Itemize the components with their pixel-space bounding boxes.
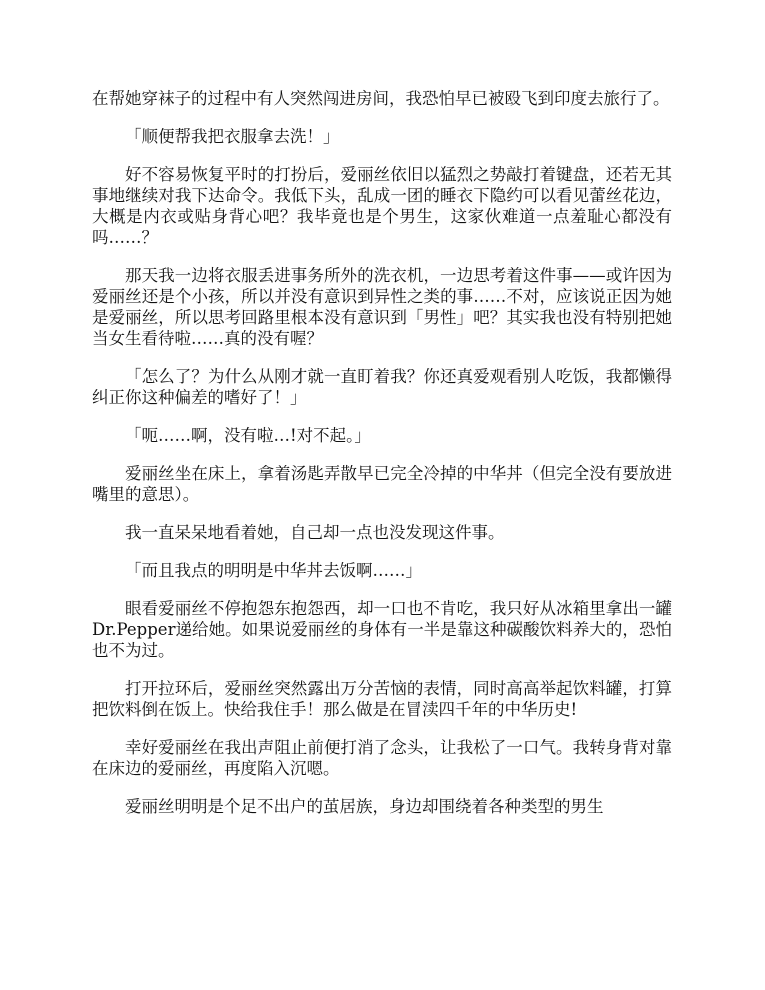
paragraph: 打开拉环后，爱丽丝突然露出万分苦恼的表情，同时高高举起饮料罐，打算把饮料倒在饭上。快给我住手！那么做是在冒渎四千年的中华历史! — [92, 679, 672, 719]
paragraph: 幸好爱丽丝在我出声阻止前便打消了念头，让我松了一口气。我转身背对靠在床边的爱丽丝，再度陷入沉嗯。 — [92, 738, 672, 778]
paragraph: 好不容易恢复平时的打扮后，爱丽丝依旧以猛烈之势敲打着键盘，还若无其事地继续对我下达命令。我低下头，乱成一团的睡衣下隐约可以看见蕾丝花边，大概是内衣或贴身背心吧？我毕竟也是个男生，这家伙难道一点羞耻心都没有吗……？ — [92, 165, 672, 247]
paragraph: 在帮她穿袜子的过程中有人突然闯进房间，我恐怕早已被殴飞到印度去旅行了。 — [92, 89, 670, 108]
paragraph: 「呃……啊，没有啦…!对不起。」 — [125, 426, 371, 445]
paragraph: 「而且我点的明明是中华丼去饭啊……」 — [125, 561, 422, 580]
paragraph: 我一直呆呆地看着她，自己却一点也没发现这件事。 — [125, 523, 505, 542]
paragraph: 「怎么了？为什么从刚才就一直盯着我？你还真爱观看别人吃饭，我都懒得纠正你这种偏差的嗜好了！」 — [92, 367, 672, 407]
paragraph: 「顺便帮我把衣服拿去洗！」 — [125, 127, 340, 146]
paragraph: 爱丽丝明明是个足不出户的茧居族，身边却围绕着各种类型的男生 — [125, 797, 604, 816]
paragraph: 爱丽丝坐在床上，拿着汤匙弄散早已完全冷掉的中华丼（但完全没有要放进嘴里的意思）。 — [92, 464, 672, 504]
body-text — [92, 88, 672, 834]
paragraph: 那天我一边将衣服丢进事务所外的洗衣机，一边思考着这件事——或许因为爱丽丝还是个小孩，所以并没有意识到异性之类的事……不对，应该说正因为她是爱丽丝，所以思考回路里根本没有意识到「男性」吧？其实我也没有特别把她当女生看待啦……真的没有喔？ — [92, 266, 672, 348]
paragraph: 眼看爱丽丝不停抱怨东抱怨西，却一口也不肯吃，我只好从冰箱里拿出一罐Dr.Pepper递给她。如果说爱丽丝的身体有一半是靠这种碳酸饮料养大的，恐怕也不为过。 — [92, 599, 672, 660]
